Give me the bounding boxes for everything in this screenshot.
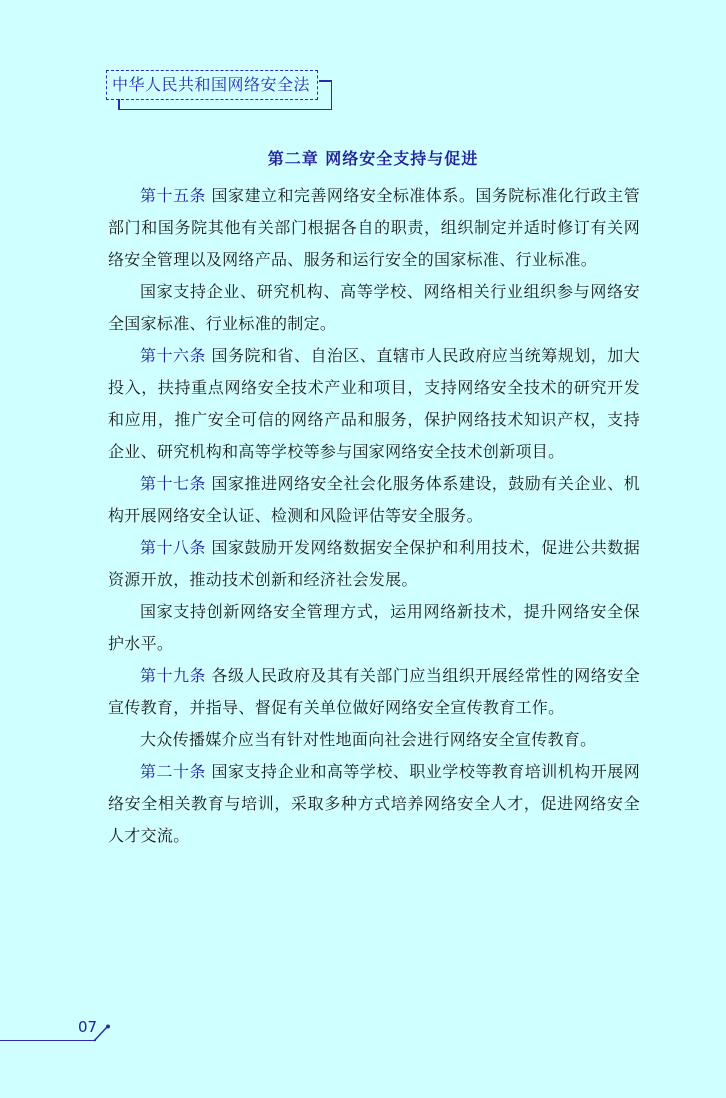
paragraph-text: 国务院和省、自治区、直辖市人民政府应当统筹规划，加大投入，扶持重点网络安全技术产业和项目，支持网络安全技术的研究开发和应用，推广安全可信的网络产品和服务，保护网络技术知识产权，支持企业、研究机构和高等学校等参与国家网络安全技术创新项目。 bbox=[108, 346, 641, 461]
article-number: 第十七条 bbox=[140, 474, 206, 493]
paragraph bbox=[108, 276, 640, 340]
article-number: 第十八条 bbox=[140, 538, 206, 557]
paragraph bbox=[108, 596, 640, 660]
paragraph-text: 国家支持企业和高等学校、职业学校等教育培训机构开展网络安全相关教育与培训，采取多种方式培养网络安全人才，促进网络安全人才交流。 bbox=[108, 762, 641, 845]
paragraph-text: 国家建立和完善网络安全标准体系。国务院标准化行政主管部门和国务院其他有关部门根据各自的职责，组织制定并适时修订有关网络安全管理以及网络产品、服务和运行安全的国家标准、行业标准。 bbox=[108, 186, 641, 269]
running-header-title: 中华人民共和国网络安全法 bbox=[112, 75, 311, 94]
article-number: 第十六条 bbox=[140, 346, 206, 365]
page-number-slash-decoration bbox=[92, 1024, 112, 1044]
paragraph bbox=[108, 180, 640, 276]
page-number: 07 bbox=[78, 1018, 98, 1036]
paragraph-text: 国家支持企业、研究机构、高等学校、网络相关行业组织参与网络安全国家标准、行业标准的制定。 bbox=[108, 282, 640, 333]
paragraph bbox=[108, 660, 640, 724]
article-number: 第十五条 bbox=[140, 186, 206, 205]
paragraph bbox=[108, 756, 640, 852]
page-number-underline bbox=[0, 1040, 96, 1041]
chapter-title: 第二章 网络安全支持与促进 bbox=[267, 149, 479, 168]
paragraph bbox=[108, 340, 640, 468]
article-number: 第二十条 bbox=[140, 762, 206, 781]
paragraph-text: 各级人民政府及其有关部门应当组织开展经常性的网络安全宣传教育，并指导、督促有关单位做好网络安全宣传教育工作。 bbox=[108, 666, 641, 717]
paragraph bbox=[108, 468, 640, 532]
article-number: 第十九条 bbox=[140, 666, 206, 685]
paragraph-text: 国家推进网络安全社会化服务体系建设，鼓励有关企业、机构开展网络安全认证、检测和风险评估等安全服务。 bbox=[108, 474, 641, 525]
paragraph bbox=[108, 724, 640, 756]
paragraph-text: 国家鼓励开发网络数据安全保护和利用技术，促进公共数据资源开放，推动技术创新和经济社会发展。 bbox=[108, 538, 641, 589]
body-text bbox=[108, 180, 640, 852]
paragraph bbox=[108, 532, 640, 596]
paragraph-text: 国家支持创新网络安全管理方式，运用网络新技术，提升网络安全保护水平。 bbox=[108, 602, 640, 653]
paragraph-text: 大众传播媒介应当有针对性地面向社会进行网络安全宣传教育。 bbox=[140, 730, 597, 749]
